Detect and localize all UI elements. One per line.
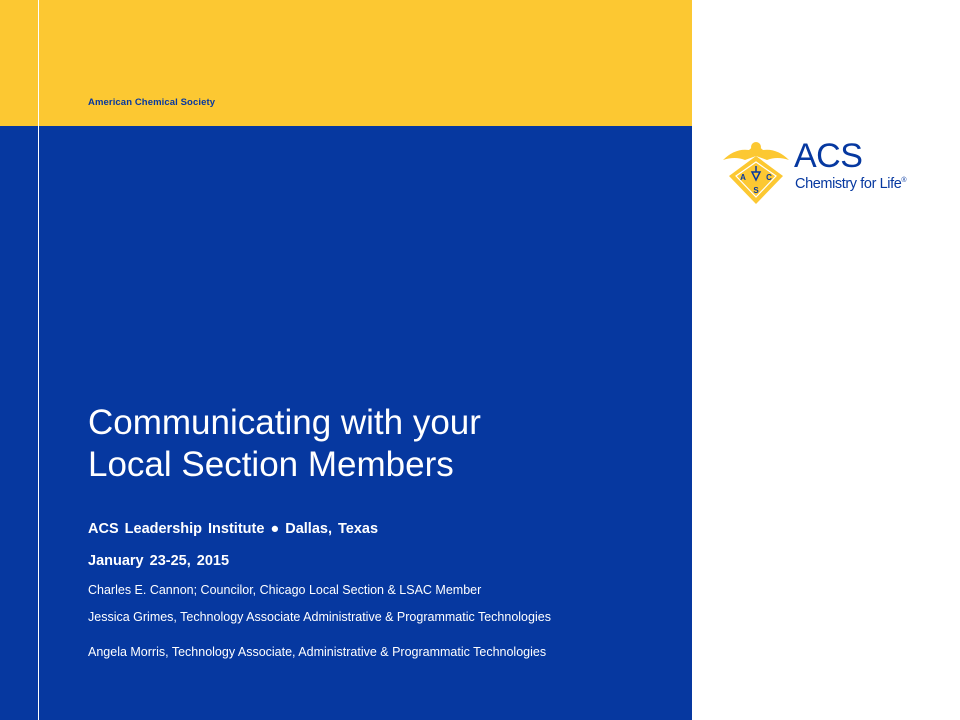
presenter-1: Charles E. Cannon; Councilor, Chicago Local Section & LSAC Member — [88, 583, 482, 597]
logo-tagline-text: Chemistry for Life — [795, 176, 902, 192]
logo-wordmark: ACS — [794, 137, 863, 175]
emblem-letter-a: A — [740, 173, 746, 182]
emblem-letter-c: C — [766, 173, 772, 182]
registered-mark: ® — [901, 177, 907, 185]
acs-eagle-emblem-icon — [721, 136, 791, 206]
logo-tagline — [795, 176, 906, 192]
presenter-3: Angela Morris, Technology Associate, Administrative & Programmatic Technologies — [88, 645, 547, 659]
organization-name: American Chemical Society — [88, 97, 216, 108]
slide-title — [88, 402, 668, 486]
event-date-line: January 23-25, 2015 — [88, 553, 230, 569]
acs-logo — [721, 136, 921, 206]
slide-title-line-1: Communicating with your — [88, 403, 481, 442]
event-name-line: ACS Leadership Institute ● Dallas, Texas — [88, 521, 379, 537]
margin-rule — [38, 0, 39, 720]
slide-title-line-2: Local Section Members — [88, 445, 454, 484]
presenter-2: Jessica Grimes, Technology Associate Administrative & Programmatic Technologies — [88, 610, 551, 624]
emblem-letter-s: S — [753, 186, 759, 195]
